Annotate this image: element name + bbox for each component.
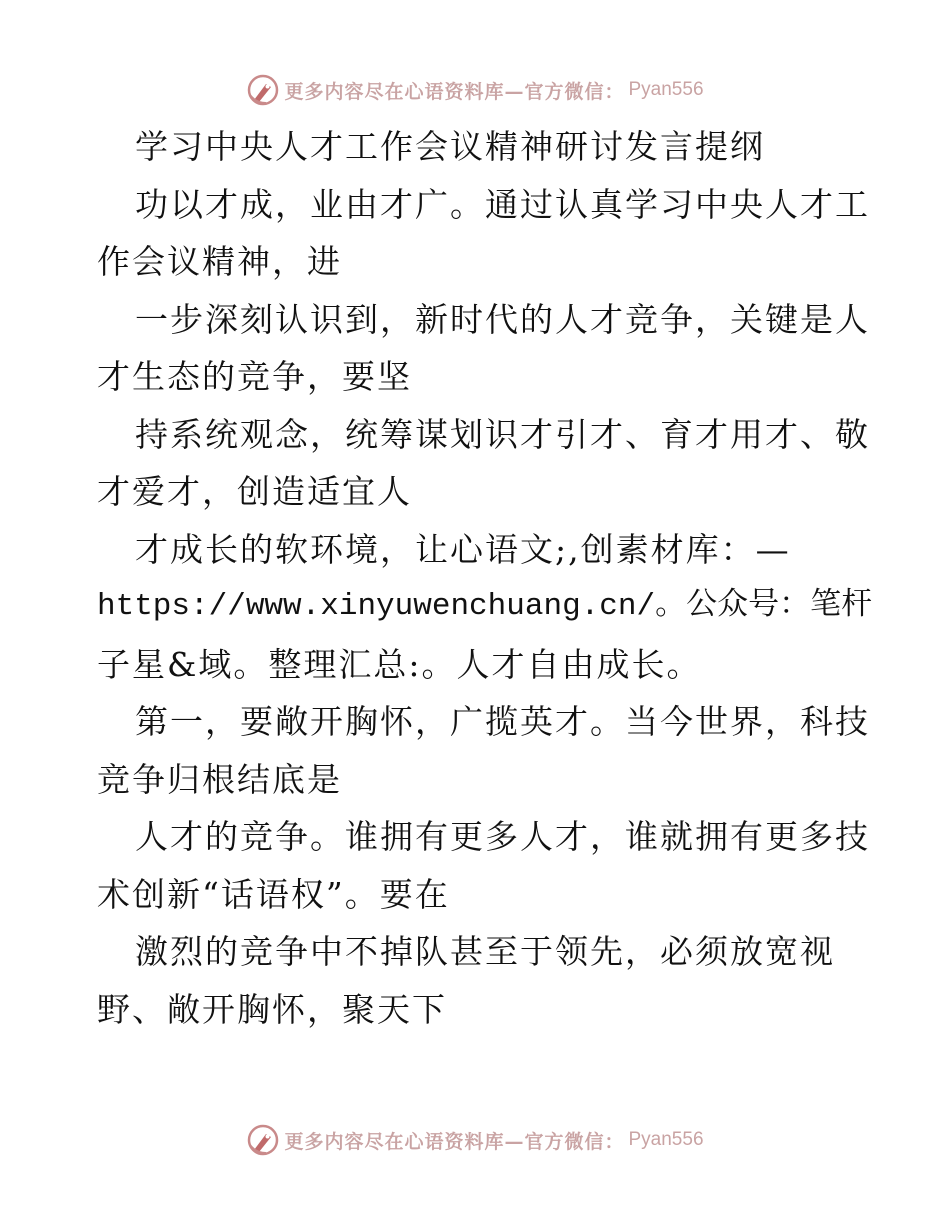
- text-line: 术创新“话语权”。要在: [97, 874, 450, 914]
- text-line: 持系统观念，统筹谋划识才引才、育才用才、敬: [135, 414, 870, 454]
- text-line: 作会议精神，进: [97, 242, 342, 281]
- text-line: 才生态的竞争，要坚: [97, 357, 412, 396]
- footer-wechat-id: Pyan556: [628, 1129, 704, 1150]
- text-line: 子星&域。整理汇总:。人才自由成长。: [97, 644, 702, 684]
- text-line: 激烈的竞争中不掉队甚至于领先，必须放宽视: [135, 932, 835, 971]
- text-line: 人才的竞争。谁拥有更多人才，谁就拥有更多技: [135, 817, 870, 856]
- pen-nib-circle-icon: [246, 1123, 280, 1157]
- pen-nib-circle-icon: [246, 73, 280, 107]
- footer-banner-content[interactable]: [246, 1123, 703, 1157]
- footer-banner-text: 更多内容尽在心语资料库—官方微信：: [284, 1130, 625, 1153]
- header-wechat-id: Pyan556: [628, 79, 704, 100]
- text-line: 第一，要敞开胸怀，广揽英才。当今世界，科技: [135, 702, 870, 741]
- text-line: 才爱才，创造适宜人: [97, 472, 412, 511]
- header-banner: [0, 70, 950, 110]
- text-line: 野、敞开胸怀，聚天下: [97, 989, 447, 1029]
- document-body: [97, 118, 873, 1038]
- document-title: 学习中央人才工作会议精神研讨发言提纲: [135, 127, 765, 166]
- text-line: 才成长的软环境，让心语文;,创素材库：—: [135, 529, 791, 569]
- text-line: 竞争归根结底是: [97, 759, 342, 799]
- header-banner-content[interactable]: [246, 73, 703, 107]
- text-line-url: https://www.xinyuwenchuang.cn/。公众号：笔杆: [97, 589, 873, 624]
- header-banner-text: 更多内容尽在心语资料库—官方微信：: [284, 80, 625, 103]
- footer-banner: [0, 1120, 950, 1160]
- text-line: 一步深刻认识到，新时代的人才竞争，关键是人: [135, 299, 870, 339]
- text-line: 功以才成，业由才广。通过认真学习中央人才工: [135, 184, 870, 224]
